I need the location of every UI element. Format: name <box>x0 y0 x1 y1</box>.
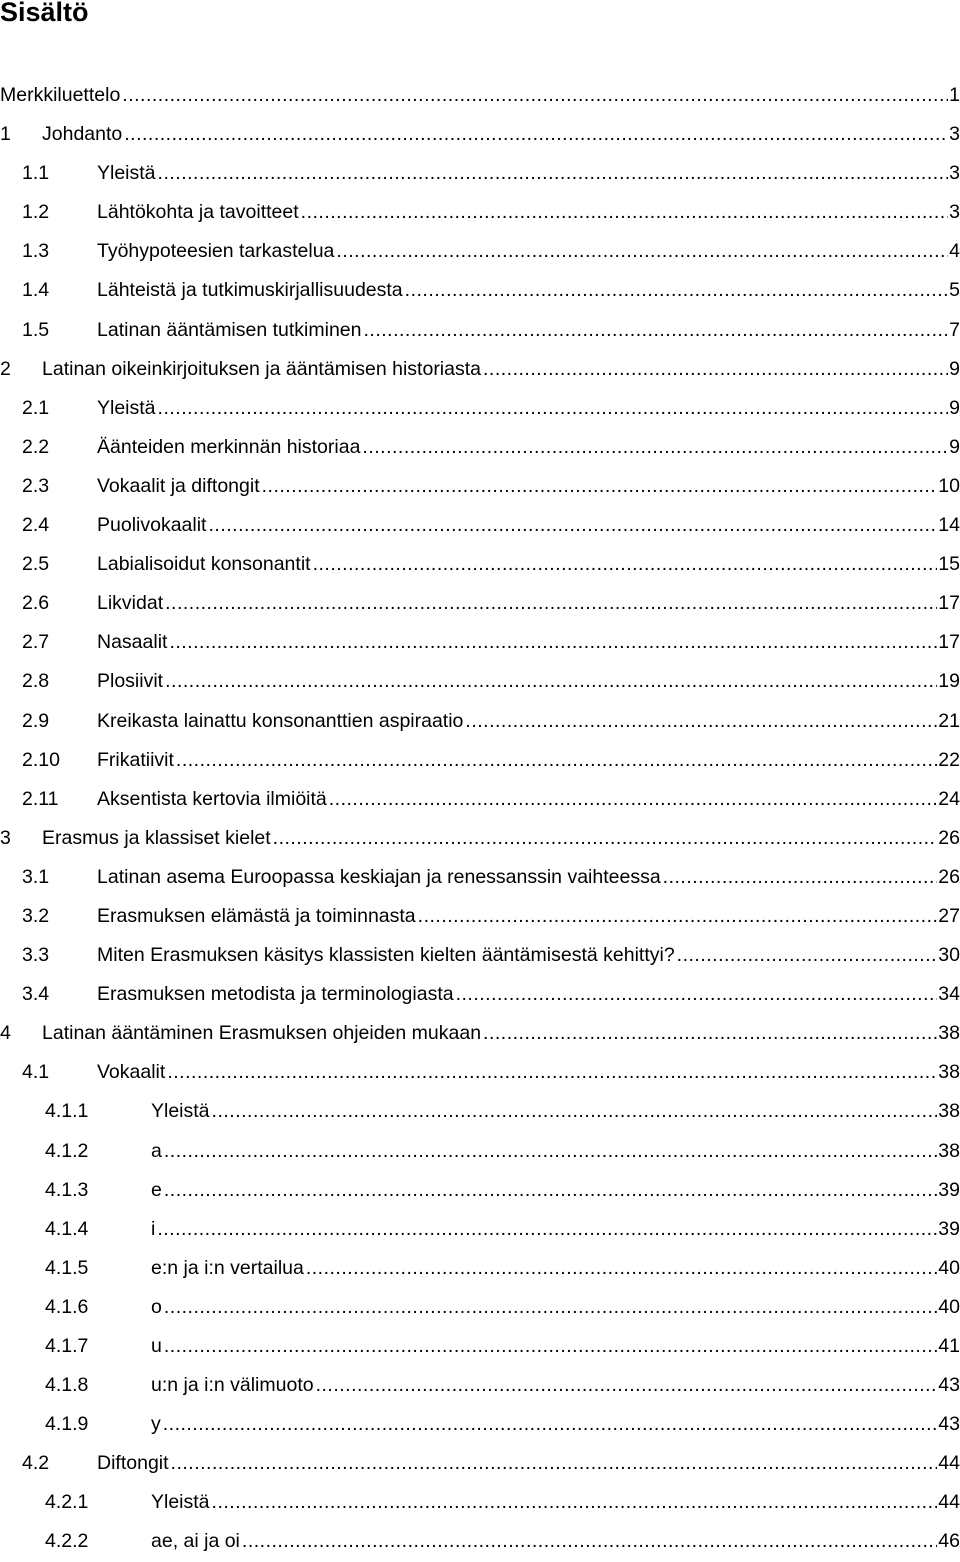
toc-entry-line <box>151 1092 960 1131</box>
toc-entry-number: 4.2 <box>22 1452 50 1475</box>
toc-entry[interactable] <box>0 1405 960 1444</box>
toc-entry-number: 1.5 <box>22 318 50 341</box>
toc-entry-title[interactable]: Äänteiden merkinnän historiaa <box>97 435 361 458</box>
toc-entry-line <box>42 819 960 858</box>
toc-entry[interactable] <box>0 1053 960 1092</box>
dot-leader <box>313 545 938 584</box>
toc-entry-page-number[interactable]: 22 <box>938 748 960 771</box>
toc-entry-title[interactable]: Johdanto <box>42 123 123 146</box>
toc-entry-page-number[interactable]: 15 <box>938 553 960 576</box>
toc-entry-title[interactable]: Plosiivit <box>97 670 164 693</box>
toc-entry[interactable] <box>0 897 960 936</box>
table-of-contents <box>0 76 960 1562</box>
dot-leader <box>164 1288 937 1327</box>
toc-entry-title[interactable]: e <box>151 1178 162 1201</box>
toc-entry-line <box>151 1366 960 1405</box>
toc-entry-number: 2.3 <box>22 474 50 497</box>
toc-entry-page-number[interactable]: 26 <box>938 865 960 888</box>
toc-entry-number: 4.1.2 <box>45 1139 89 1162</box>
toc-entry-number: 2.10 <box>22 748 60 771</box>
toc-entry[interactable] <box>0 311 960 350</box>
dot-leader <box>465 702 937 741</box>
toc-entry[interactable] <box>0 975 960 1014</box>
toc-entry-line <box>97 858 960 897</box>
dot-leader <box>158 389 949 428</box>
dot-leader <box>677 936 938 975</box>
toc-entry-page-number[interactable]: 41 <box>938 1335 960 1357</box>
toc-entry-page-number[interactable]: 43 <box>938 1374 960 1397</box>
toc-entry-page-number[interactable]: 34 <box>938 983 960 1006</box>
toc-entry-title[interactable]: Puolivokaalit <box>97 514 207 537</box>
toc-entry-number: 2 <box>0 357 11 380</box>
toc-entry-title[interactable]: Miten Erasmuksen käsitys klassisten kielten ääntämisestä kehittyi? <box>97 944 675 967</box>
toc-entry-title[interactable]: Yleistä <box>151 1100 210 1123</box>
toc-entry-line <box>97 897 960 936</box>
toc-entry[interactable] <box>0 1132 960 1171</box>
toc-entry-page-number[interactable]: 10 <box>938 474 960 497</box>
toc-entry-page-number[interactable]: 7 <box>949 318 960 341</box>
toc-entry-line <box>151 1483 960 1522</box>
dot-leader <box>163 1405 938 1444</box>
toc-entry-page-number[interactable]: 44 <box>938 1491 960 1514</box>
toc-entry[interactable] <box>0 936 960 975</box>
toc-entry-number: 2.1 <box>22 396 50 419</box>
toc-entry[interactable] <box>0 76 960 115</box>
toc-entry-number: 4.1.3 <box>45 1178 89 1201</box>
toc-entry-number: 2.4 <box>22 514 50 537</box>
toc-entry-line <box>97 1053 960 1092</box>
toc-entry-page-number[interactable]: 3 <box>949 201 960 224</box>
toc-entry[interactable] <box>0 350 960 389</box>
toc-entry-number: 3.2 <box>22 904 50 927</box>
toc-entry[interactable] <box>0 780 960 819</box>
dot-leader <box>483 1014 937 1053</box>
toc-entry-title[interactable]: y <box>151 1413 161 1436</box>
toc-entry[interactable] <box>0 1171 960 1210</box>
toc-entry-title[interactable]: Vokaalit <box>97 1061 166 1084</box>
toc-entry-page-number[interactable]: 39 <box>938 1178 960 1201</box>
toc-entry-number: 2.6 <box>22 592 50 615</box>
toc-entry-number: 4.2.2 <box>45 1530 89 1553</box>
toc-entry[interactable] <box>0 115 960 154</box>
toc-entry-line <box>151 1405 960 1444</box>
toc-entry[interactable] <box>0 545 960 584</box>
toc-entry[interactable] <box>0 428 960 467</box>
toc-entry-number: 1.1 <box>22 162 50 185</box>
toc-entry[interactable] <box>0 1327 960 1366</box>
toc-entry-page-number[interactable]: 39 <box>938 1217 960 1240</box>
toc-entry-number: 2.9 <box>22 709 50 732</box>
dot-leader <box>176 741 937 780</box>
toc-entry-page-number[interactable]: 21 <box>938 709 960 732</box>
toc-entry-title[interactable]: Lähtökohta ja tavoitteet <box>97 201 299 224</box>
toc-entry-number: 4.1 <box>22 1061 50 1084</box>
toc-entry[interactable] <box>0 662 960 701</box>
toc-entry-title[interactable]: o <box>151 1295 162 1318</box>
toc-entry-number: 1.3 <box>22 240 50 263</box>
toc-entry-line <box>97 1444 960 1483</box>
toc-entry[interactable] <box>0 467 960 506</box>
toc-entry[interactable] <box>0 506 960 545</box>
toc-entry-number: 4.1.4 <box>45 1217 89 1240</box>
toc-entry-title[interactable]: Kreikasta lainattu konsonanttien aspiraatio <box>97 709 464 732</box>
dot-leader <box>663 858 938 897</box>
dot-leader <box>301 193 948 232</box>
toc-entry-number: 1 <box>0 123 11 146</box>
toc-entry-page-number[interactable]: 38 <box>938 1100 960 1123</box>
toc-entry-line <box>97 232 960 271</box>
toc-entry[interactable] <box>0 1444 960 1483</box>
toc-entry[interactable] <box>0 1522 960 1561</box>
toc-entry-number: 4.1.6 <box>45 1295 89 1318</box>
toc-entry-line <box>42 350 960 389</box>
toc-heading: Sisältö <box>0 0 89 27</box>
toc-entry-title[interactable]: Nasaalit <box>97 631 168 654</box>
toc-entry-number: 1.2 <box>22 201 50 224</box>
toc-entry-page-number[interactable]: 1 <box>949 84 960 106</box>
dot-leader <box>405 271 948 310</box>
toc-entry-page-number[interactable]: 3 <box>949 123 960 146</box>
toc-entry-number: 4.1.1 <box>45 1100 89 1123</box>
dot-leader <box>242 1522 937 1561</box>
toc-entry-number: 2.8 <box>22 670 50 693</box>
toc-entry[interactable] <box>0 1210 960 1249</box>
toc-entry-title[interactable]: Labialisoidut konsonantit <box>97 553 311 576</box>
toc-entry-title[interactable]: u:n ja i:n välimuoto <box>151 1374 314 1397</box>
toc-entry-title[interactable]: Merkkiluettelo <box>0 84 121 106</box>
dot-leader <box>165 584 937 623</box>
dot-leader <box>336 232 948 271</box>
toc-entry-title[interactable]: Työhypoteesien tarkastelua <box>97 240 335 263</box>
toc-entry-line <box>97 975 960 1014</box>
toc-entry[interactable] <box>0 1288 960 1327</box>
toc-entry-number: 4.1.8 <box>45 1374 89 1397</box>
toc-entry-line <box>97 623 960 662</box>
toc-entry[interactable] <box>0 271 960 310</box>
dot-leader <box>362 428 948 467</box>
dot-leader <box>164 1132 937 1171</box>
dot-leader <box>262 467 938 506</box>
toc-entry-number: 2.5 <box>22 553 50 576</box>
toc-entry-title[interactable]: Latinan asema Euroopassa keskiajan ja renessanssin vaihteessa <box>97 865 661 888</box>
toc-entry[interactable] <box>0 1092 960 1131</box>
dot-leader <box>273 819 938 858</box>
toc-entry-title[interactable]: e:n ja i:n vertailua <box>151 1256 304 1279</box>
toc-entry[interactable] <box>0 623 960 662</box>
toc-entry-page-number[interactable]: 46 <box>938 1530 960 1553</box>
toc-entry-number: 3.1 <box>22 865 50 888</box>
dot-leader <box>122 76 948 115</box>
dot-leader <box>329 780 938 819</box>
toc-entry-page-number[interactable]: 26 <box>938 826 960 849</box>
toc-entry-page-number[interactable]: 3 <box>949 162 960 185</box>
toc-entry-page-number[interactable]: 9 <box>949 357 960 380</box>
toc-entry-title[interactable]: Aksentista kertovia ilmiöitä <box>97 787 327 810</box>
toc-entry-title[interactable]: Erasmus ja klassiset kielet <box>42 826 271 849</box>
toc-entry-title[interactable]: Erasmuksen metodista ja terminologiasta <box>97 983 454 1006</box>
dot-leader <box>418 897 938 936</box>
dot-leader <box>165 662 937 701</box>
toc-entry-title[interactable]: Yleistä <box>151 1491 210 1514</box>
dot-leader <box>208 506 937 545</box>
dot-leader <box>157 1210 937 1249</box>
toc-entry-title[interactable]: ae, ai ja oi <box>151 1530 240 1553</box>
toc-entry-title[interactable]: u <box>151 1335 162 1357</box>
toc-entry[interactable] <box>0 193 960 232</box>
toc-entry[interactable] <box>0 389 960 428</box>
toc-entry-title[interactable]: Yleistä <box>97 396 156 419</box>
toc-entry-line <box>97 154 960 193</box>
toc-entry-line <box>97 741 960 780</box>
toc-entry-page-number[interactable]: 24 <box>938 787 960 810</box>
toc-entry-line <box>97 428 960 467</box>
toc-entry-line <box>97 662 960 701</box>
toc-entry-line <box>97 936 960 975</box>
toc-entry[interactable] <box>0 819 960 858</box>
toc-entry-title[interactable]: i <box>151 1217 156 1240</box>
toc-entry-title[interactable]: Diftongit <box>97 1452 169 1475</box>
toc-entry-page-number[interactable]: 5 <box>949 279 960 302</box>
toc-entry[interactable] <box>0 1014 960 1053</box>
toc-entry-number: 1.4 <box>22 279 50 302</box>
toc-entry-line <box>151 1522 960 1561</box>
toc-entry-line <box>151 1171 960 1210</box>
toc-entry-page-number[interactable]: 40 <box>938 1256 960 1279</box>
toc-entry-line <box>151 1210 960 1249</box>
toc-entry-number: 3 <box>0 826 11 849</box>
dot-leader <box>306 1249 937 1288</box>
toc-entry-page-number[interactable]: 17 <box>938 592 960 615</box>
dot-leader <box>171 1444 938 1483</box>
dot-leader <box>164 1327 937 1366</box>
dot-leader <box>456 975 938 1014</box>
dot-leader <box>124 115 948 154</box>
toc-entry-page-number[interactable]: 38 <box>938 1139 960 1162</box>
toc-entry-page-number[interactable]: 40 <box>938 1295 960 1318</box>
toc-entry[interactable] <box>0 232 960 271</box>
toc-entry-line <box>151 1249 960 1288</box>
toc-entry-line <box>151 1132 960 1171</box>
toc-entry-line <box>151 1288 960 1327</box>
toc-entry-page-number[interactable]: 4 <box>949 240 960 263</box>
toc-entry[interactable] <box>0 858 960 897</box>
dot-leader <box>212 1483 938 1522</box>
toc-entry-page-number[interactable]: 38 <box>938 1022 960 1045</box>
toc-entry-line <box>97 506 960 545</box>
toc-entry-line <box>97 545 960 584</box>
toc-entry[interactable] <box>0 1483 960 1522</box>
toc-entry[interactable] <box>0 741 960 780</box>
toc-entry-page-number[interactable]: 27 <box>938 904 960 927</box>
toc-entry-page-number[interactable]: 9 <box>949 396 960 419</box>
toc-entry-number: 2.11 <box>22 787 59 810</box>
toc-entry-number: 4 <box>0 1022 11 1045</box>
toc-entry-line <box>97 780 960 819</box>
toc-entry-number: 3.3 <box>22 944 50 967</box>
toc-entry-line <box>97 271 960 310</box>
toc-entry-page-number[interactable]: 14 <box>938 514 960 537</box>
toc-entry-line <box>97 193 960 232</box>
toc-entry-title[interactable]: Likvidat <box>97 592 164 615</box>
toc-entry-title[interactable]: Frikatiivit <box>97 748 174 771</box>
toc-entry-page-number[interactable]: 43 <box>938 1413 960 1436</box>
toc-entry-page-number[interactable]: 19 <box>938 670 960 693</box>
dot-leader <box>167 1053 937 1092</box>
toc-entry-title[interactable]: Latinan ääntämisen tutkiminen <box>97 318 362 341</box>
dot-leader <box>169 623 937 662</box>
toc-entry-number: 4.1.5 <box>45 1256 89 1279</box>
toc-entry-page-number[interactable]: 9 <box>949 435 960 458</box>
toc-entry-page-number[interactable]: 44 <box>938 1452 960 1475</box>
toc-entry-line <box>42 1014 960 1053</box>
toc-entry-title[interactable]: Lähteistä ja tutkimuskirjallisuudesta <box>97 279 403 302</box>
toc-entry-line <box>97 584 960 623</box>
dot-leader <box>483 350 948 389</box>
dot-leader <box>364 311 949 350</box>
toc-entry-line <box>97 467 960 506</box>
toc-entry-number: 2.7 <box>22 631 50 654</box>
toc-entry-number: 4.2.1 <box>45 1491 89 1514</box>
toc-entry-title[interactable]: a <box>151 1139 162 1162</box>
dot-leader <box>158 154 949 193</box>
toc-entry-title[interactable]: Latinan ääntäminen Erasmuksen ohjeiden mukaan <box>42 1022 482 1045</box>
toc-entry-number: 2.2 <box>22 435 50 458</box>
dot-leader <box>212 1092 938 1131</box>
toc-entry-number: 4.1.9 <box>45 1413 89 1436</box>
toc-entry-page-number[interactable]: 30 <box>938 944 960 967</box>
toc-entry[interactable] <box>0 1249 960 1288</box>
toc-entry-page-number[interactable]: 38 <box>938 1061 960 1084</box>
toc-entry-title[interactable]: Latinan oikeinkirjoituksen ja ääntämisen historiasta <box>42 357 481 380</box>
toc-entry-title[interactable]: Yleistä <box>97 162 156 185</box>
toc-entry-line <box>0 76 960 115</box>
toc-entry-line <box>97 311 960 350</box>
toc-entry-line <box>42 115 960 154</box>
toc-entry-number: 4.1.7 <box>45 1335 89 1357</box>
dot-leader <box>164 1171 937 1210</box>
toc-entry-page-number[interactable]: 17 <box>938 631 960 654</box>
toc-entry-line <box>151 1327 960 1366</box>
toc-entry[interactable] <box>0 1366 960 1405</box>
toc-entry[interactable] <box>0 702 960 741</box>
toc-entry-line <box>97 389 960 428</box>
toc-entry[interactable] <box>0 584 960 623</box>
toc-entry-number: 3.4 <box>22 983 50 1006</box>
toc-entry-title[interactable]: Vokaalit ja diftongit <box>97 474 260 497</box>
toc-entry-line <box>97 702 960 741</box>
toc-entry[interactable] <box>0 154 960 193</box>
toc-entry-title[interactable]: Erasmuksen elämästä ja toiminnasta <box>97 904 416 927</box>
dot-leader <box>316 1366 938 1405</box>
